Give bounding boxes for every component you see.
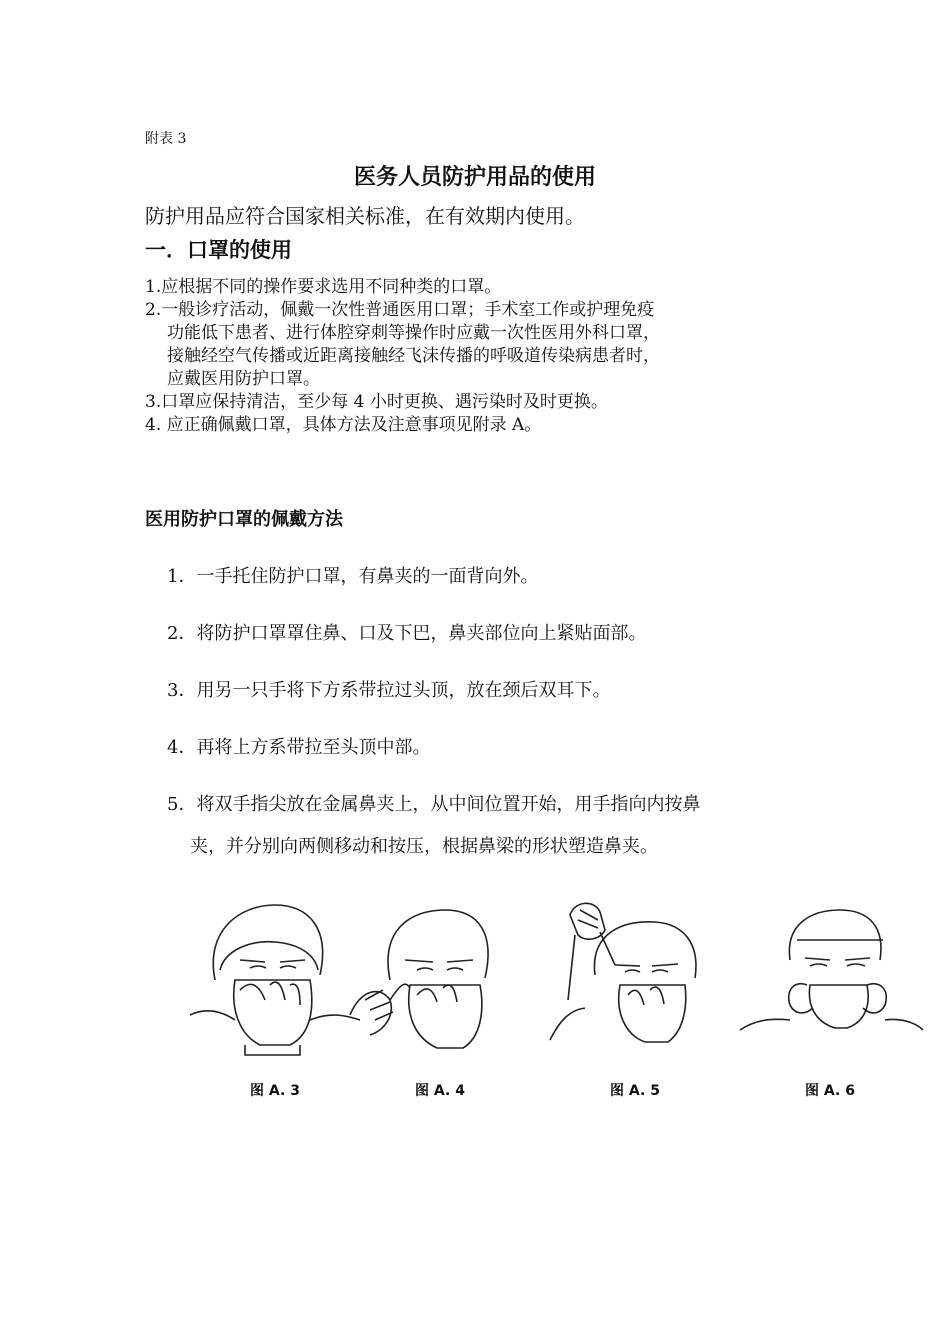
section-heading-mask-use: 一．口罩的使用 (145, 238, 292, 262)
method-heading: 医用防护口罩的佩戴方法 (145, 509, 343, 530)
nose-clip-illustration (735, 890, 925, 1080)
list-item: 3.口罩应保持清洁，至少每 4 小时更换、遇污染时及时更换。 (145, 392, 608, 412)
figure-a5 (540, 890, 730, 1110)
intro-text: 防护用品应符合国家相关标准，在有效期内使用。 (145, 204, 585, 228)
mask-strap-illustration (345, 890, 535, 1080)
figure-caption: 图 A. 5 (610, 1083, 660, 1099)
method-step-continuation: 夹，并分别向两侧移动和按压，根据鼻梁的形状塑造鼻夹。 (190, 836, 658, 857)
list-item: 4. 应正确佩戴口罩，具体方法及注意事项见附录 A。 (145, 415, 542, 435)
figure-caption: 图 A. 4 (415, 1083, 465, 1099)
method-step: 1．一手托住防护口罩，有鼻夹的一面背向外。 (167, 566, 539, 587)
mask-hold-illustration (180, 890, 370, 1080)
page-title: 医务人员防护用品的使用 (353, 165, 596, 190)
method-step: 2．将防护口罩罩住鼻、口及下巴，鼻夹部位向上紧贴面部。 (167, 623, 647, 644)
figure-a3 (180, 890, 370, 1110)
figure-caption: 图 A. 6 (805, 1083, 855, 1099)
list-item: 1.应根据不同的操作要求选用不同种类的口罩。 (145, 277, 502, 297)
list-item: 2.一般诊疗活动，佩戴一次性普通医用口罩；手术室工作或护理免疫 (145, 300, 655, 320)
figure-caption: 图 A. 3 (250, 1083, 300, 1099)
figure-a6 (735, 890, 925, 1110)
appendix-label: 附表 3 (145, 131, 187, 147)
list-item-continuation: 应戴医用防护口罩。 (167, 369, 320, 389)
mask-use-list (145, 276, 660, 437)
mask-overhead-illustration (540, 890, 730, 1080)
method-step: 5．将双手指尖放在金属鼻夹上，从中间位置开始，用手指向内按鼻 (167, 794, 701, 815)
method-step: 3．用另一只手将下方系带拉过头顶，放在颈后双耳下。 (167, 680, 611, 701)
figure-a4 (345, 890, 535, 1110)
list-item-continuation: 功能低下患者、进行体腔穿刺等操作时应戴一次性医用外科口罩， (167, 323, 660, 343)
list-item-continuation: 接触经空气传播或近距离接触经飞沫传播的呼吸道传染病患者时， (167, 346, 660, 366)
method-step: 4．再将上方系带拉至头顶中部。 (167, 737, 431, 758)
